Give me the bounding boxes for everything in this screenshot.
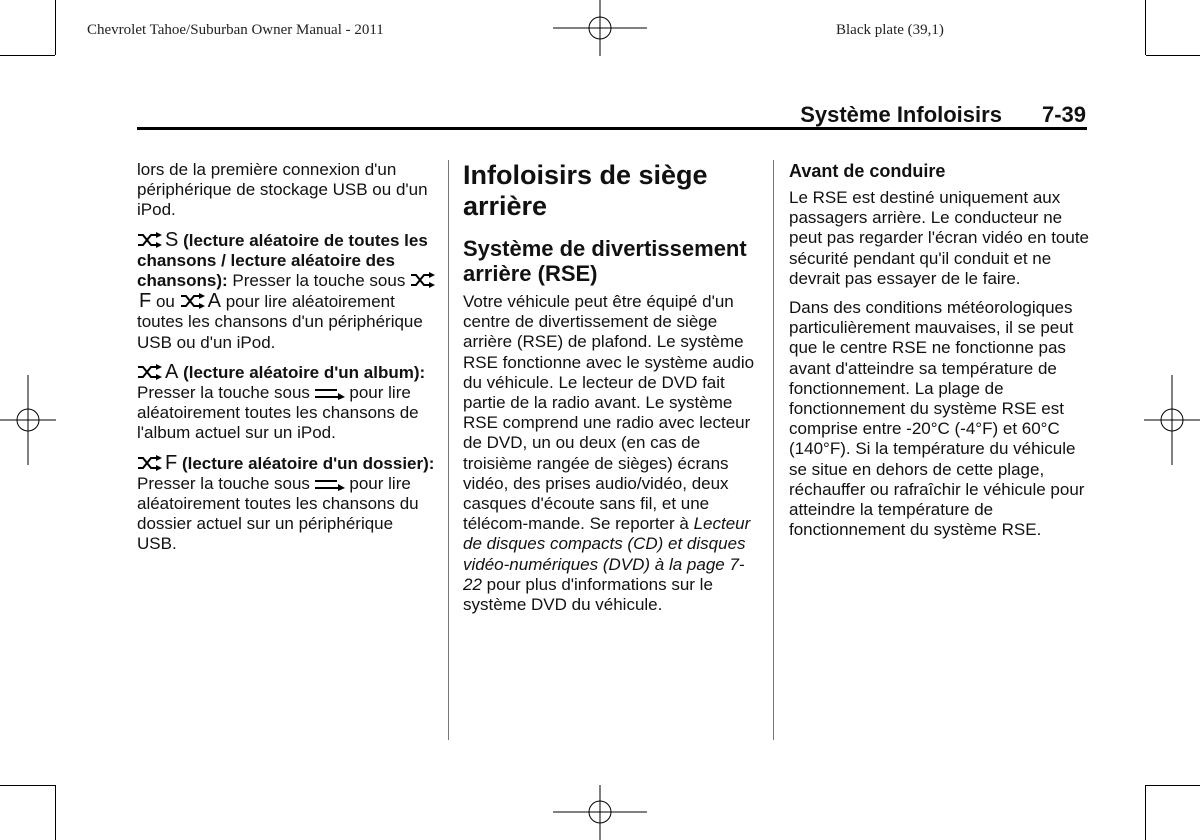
- column-divider: [773, 160, 774, 740]
- shuffle-songs-entry: [137, 230, 437, 353]
- rse-text: pour plus d'informations sur le système DVD du véhicule.: [463, 574, 713, 615]
- crop-mark: [1145, 785, 1146, 840]
- shuffle-album-entry: [137, 362, 437, 444]
- registration-mark-icon: [553, 785, 647, 840]
- section-title: Système Infoloisirs: [800, 102, 1002, 127]
- intro-paragraph: lors de la première connexion d'un périphérique de stockage USB ou d'un iPod.: [137, 160, 428, 220]
- seek-forward-icon: [315, 388, 345, 400]
- manual-title: Chevrolet Tahoe/Suburban Owner Manual - 2011: [87, 22, 384, 38]
- page-number: 7-39: [1041, 102, 1086, 127]
- shuffle-mode-glyph: F: [165, 451, 178, 474]
- column-2: [463, 160, 763, 624]
- entry-text: Presser la touche sous: [232, 271, 406, 291]
- plate-label: Black plate (39,1): [836, 22, 944, 38]
- rear-seat-infotainment-heading: Infoloisirs de siège arrière: [463, 160, 708, 221]
- registration-mark-icon: [553, 0, 647, 56]
- shuffle-icon: [137, 455, 163, 471]
- entry-title: (lecture aléatoire de toutes les chansons / lecture aléatoire des chansons):: [137, 230, 428, 291]
- entry-text: pour lire aléatoirement toutes les chansons d'un périphérique USB ou d'un iPod.: [137, 292, 423, 352]
- crop-mark: [55, 0, 56, 55]
- shuffle-mode-glyph: S: [165, 228, 179, 251]
- shuffle-icon: [137, 364, 163, 380]
- crop-mark: [1146, 55, 1200, 56]
- crop-mark: [0, 785, 55, 786]
- registration-mark-icon: [0, 375, 56, 465]
- temperature-paragraph: Dans des conditions météorologiques particulièrement mauvaises, il se peut que le centre RSE ne fonctionne pas avant d'atteindre sa température de fonctionnement. La plage de fonctionnement du système RSE est comprise entre -20°C (-4°F) et 60°C (140°F). Si la température du véhicule se situe en dehors de cette plage, réchauffer ou rafraîchir le véhicule pour atteindre la température de fonctionnement du système RSE.: [789, 298, 1085, 540]
- driver-warning-paragraph: Le RSE est destiné uniquement aux passagers arrière. Le conducteur ne peut pas regarder l'écran vidéo en toute sécurité pendant qu'il conduit et ne devrait pas essayer de le faire.: [789, 188, 1089, 288]
- shuffle-mode-glyph: F: [139, 290, 152, 313]
- shuffle-mode-glyph: A: [207, 290, 221, 313]
- crop-mark: [55, 785, 56, 840]
- registration-mark-icon: [1144, 375, 1200, 465]
- column-3: [789, 160, 1089, 549]
- rse-subheading: Système de divertissement arrière (RSE): [463, 236, 747, 286]
- column-1: [137, 160, 437, 564]
- crop-mark: [1145, 0, 1146, 55]
- rse-paragraph: [463, 292, 763, 615]
- crop-mark: [1146, 785, 1200, 786]
- entry-text: ou: [155, 292, 175, 312]
- rse-text: Votre véhicule peut être équipé d'un centre de divertissement de siège arrière (RSE) de plafond. Le système RSE fonctionne avec le système audio du véhicule. Le lecteur de DVD fait partie de la radio avant. Le système RSE comprend une radio avec lecteur de DVD, un ou deux (en cas de troisième rangée de sièges) écrans vidéo, des prises audio/vidéo, deux casques d'écoute sans fil, et une télécom-mande. Se reporter à: [463, 292, 755, 534]
- shuffle-mode-glyph: A: [165, 360, 179, 383]
- column-divider: [448, 160, 449, 740]
- header-rule: [137, 127, 1087, 130]
- entry-title: (lecture aléatoire d'un album):: [183, 362, 426, 382]
- section-header: [800, 102, 1086, 128]
- shuffle-icon: [410, 272, 436, 288]
- entry-text: pour lire aléatoirement toutes les chansons de l'album actuel sur un iPod.: [137, 383, 419, 443]
- entry-title: (lecture aléatoire d'un dossier):: [181, 453, 435, 473]
- shuffle-icon: [137, 232, 163, 248]
- seek-forward-icon: [315, 479, 345, 491]
- shuffle-folder-entry: [137, 453, 437, 555]
- entry-text: Presser la touche sous: [137, 473, 310, 493]
- shuffle-icon: [180, 293, 206, 309]
- entry-text: pour lire aléatoirement toutes les chansons du dossier actuel sur un périphérique USB.: [137, 473, 419, 554]
- cross-reference-link[interactable]: Lecteur de disques compacts (CD) et disques vidéo-numériques (DVD) à la page 7-22: [463, 514, 751, 594]
- crop-mark: [0, 55, 55, 56]
- before-driving-heading: Avant de conduire: [789, 161, 946, 181]
- entry-text: Presser la touche sous: [137, 383, 310, 403]
